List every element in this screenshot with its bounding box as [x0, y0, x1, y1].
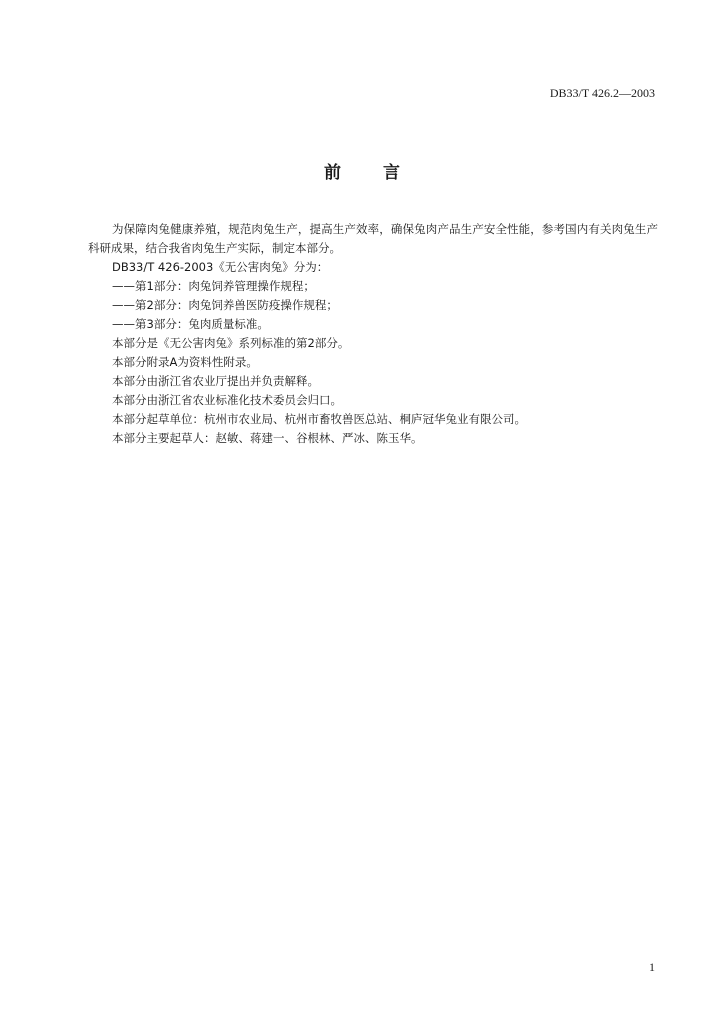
paragraph-intro: 为保障肉兔健康养殖，规范肉兔生产，提高生产效率，确保兔肉产品生产安全性能，参考国内有关肉兔生产科研成果，结合我省肉兔生产实际，制定本部分。 — [88, 222, 658, 255]
paragraph-proposer: 本部分由浙江省农业厅提出并负责解释。 — [112, 374, 319, 388]
paragraph-drafters: 本部分主要起草人：赵敏、蒋建一、谷根林、严冰、陈玉华。 — [112, 431, 423, 445]
paragraph-committee: 本部分由浙江省农业标准化技术委员会归口。 — [112, 393, 342, 407]
page-title — [0, 158, 724, 183]
paragraph-part-position: 本部分是《无公害肉兔》系列标准的第2部分。 — [112, 336, 350, 350]
paragraph-appendix: 本部分附录A为资料性附录。 — [112, 355, 258, 369]
standard-code: DB33/T 426.2—2003 — [549, 86, 655, 100]
list-item-part-1: ——第1部分：肉兔饲养管理操作规程； — [112, 279, 315, 293]
foreword-body — [88, 220, 658, 448]
list-item-part-2: ——第2部分：肉兔饲养兽医防疫操作规程； — [112, 298, 338, 312]
title-part-2: 言 — [383, 163, 400, 183]
list-item-part-3: ——第3部分：兔肉质量标准。 — [112, 317, 269, 331]
title-part-1: 前 — [324, 163, 341, 183]
page-number: 1 — [649, 960, 655, 974]
paragraph-drafting-units: 本部分起草单位：杭州市农业局、杭州市畜牧兽医总站、桐庐冠华兔业有限公司。 — [112, 412, 526, 426]
paragraph-series: DB33/T 426-2003《无公害肉兔》分为： — [112, 260, 329, 274]
